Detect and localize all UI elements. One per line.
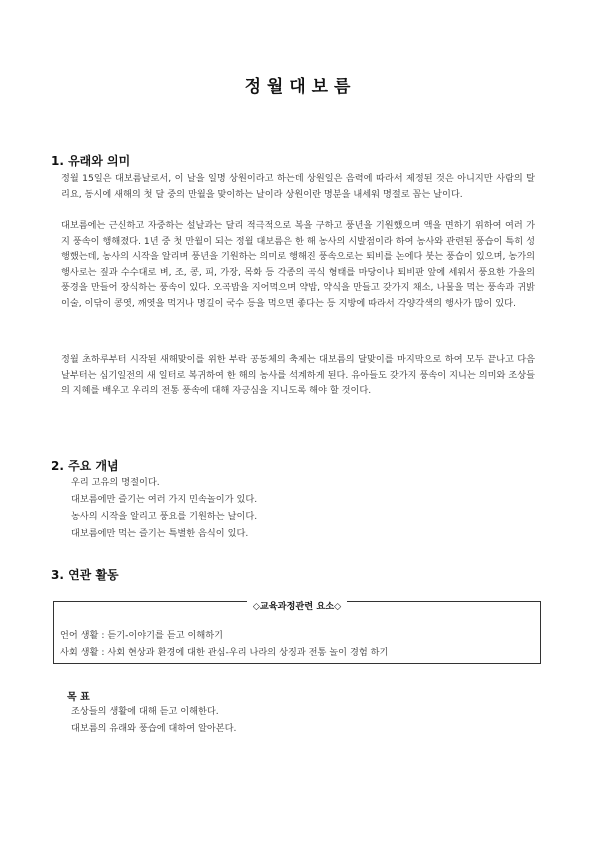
goal-heading: 목 표 [67, 692, 90, 703]
curriculum-box [53, 601, 541, 664]
list-item: 조상들의 생활에 대해 듣고 이해한다. [71, 706, 219, 717]
list-item: 대보름의 유래와 풍습에 대하여 알아본다. [71, 723, 237, 734]
paragraph-origin-3: 정월 초하루부터 시작된 새해맞이를 위한 부락 공동체의 축제는 대보름의 달맞이를 마지막으로 하여 모두 끝나고 다음 날부터는 심기일전의 새 일터로 복귀하여 한 해의 농사를 석계하게 된다. 유아들도 갖가지 풍속이 지니는 의미와 조상들의 지혜를 배우고 우리의 전통 풍속에 대해 자긍심을 지니도록 해야 할 것이다. [61, 354, 535, 397]
section-heading-activities: 3. 연관 활동 [51, 568, 119, 582]
list-item: 우리 고유의 명절이다. [71, 477, 160, 488]
list-item: 농사의 시작을 알리고 풍요를 기원하는 날이다. [71, 511, 258, 522]
curriculum-box-label-text: ◇교육과정관련 요소◇ [247, 601, 347, 612]
curriculum-line: 사회 생활 : 사회 현상과 환경에 대한 관심-우리 나라의 상징과 전통 놀이 경험 하기 [60, 647, 389, 658]
paragraph-origin-1: 정월 15일은 대보름날로서, 이 날을 일명 상원이라고 하는데 상원일은 음력에 따라서 제정된 것은 아니지만 사람의 탈리요, 동시에 새해의 첫 달 중의 만월을 맞이하는 날이라 상원이란 명분을 내세워 명절로 꼽는 날이다. [61, 173, 535, 200]
section-heading-concepts: 2. 주요 개념 [51, 459, 119, 473]
section-heading-origin: 1. 유래와 의미 [51, 154, 131, 168]
goal-list [71, 703, 236, 737]
list-item: 대보름에만 즐기는 여러 가지 민속놀이가 있다. [71, 494, 258, 505]
curriculum-box-lines [60, 627, 388, 661]
concepts-list [71, 474, 257, 542]
list-item: 대보름에만 먹는 즐기는 특별한 음식이 있다. [71, 528, 249, 539]
curriculum-line: 언어 생활 : 듣기-이야기를 듣고 이해하기 [60, 630, 224, 641]
document-title: 정 월 대 보 름 [244, 77, 351, 97]
paragraph-origin-2: 대보름에는 근신하고 자중하는 설날과는 달리 적극적으로 복을 구하고 풍년을 기원했으며 액을 면하기 위하여 여러 가지 풍속이 행해졌다. 1년 중 첫 만월이 되는 정월 대보름은 한 해 농사의 시발점이라 하여 농사와 관련된 풍습이 특히 성행했는데, 농사의 시작을 알리며 풍년을 기원하는 의미로 행해진 풍속으로는 퇴비를 논에다 붓는 풍습이 있으며, 농가의 행사로는 짚과 수수대로 벼, 조, 콩, 피, 가장, 목화 등 각종의 곡식 형태를 마당이나 퇴비판 앞에 세워서 풍요한 가을의 풍경을 만들어 장식하는 풍속이 있다. 오곡밥을 지어먹으며 약밥, 약식을 만들고 갖가지 채소, 나물을 먹는 풍속과 귀밝이술, 이닦이 콩엿, 깨엿을 먹거나 명길이 국수 등을 먹으면 좋다는 등 지방에 따라서 각양각색의 행사가 많이 있다. [61, 220, 535, 309]
curriculum-box-label [54, 594, 540, 613]
